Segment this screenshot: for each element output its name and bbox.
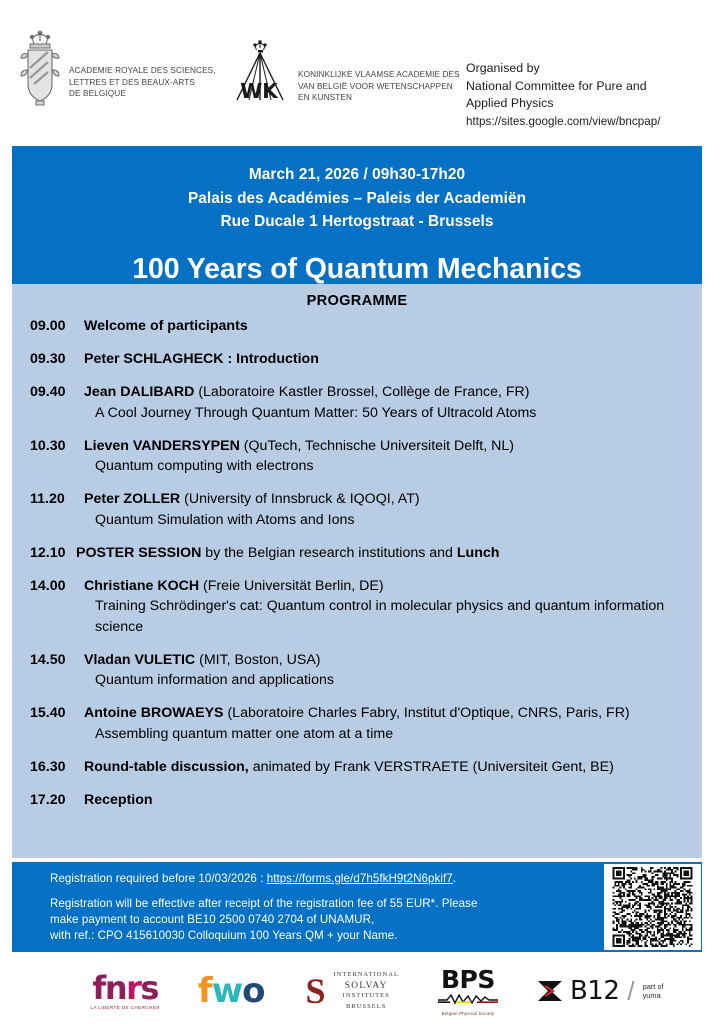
b12-logo: [537, 978, 664, 1004]
slot-speaker-name: Vladan VULETIC: [84, 651, 196, 668]
programme-panel: [12, 284, 702, 858]
slot-talk-title: Quantum information and applications: [95, 672, 334, 688]
bps-wordmark: BPS: [441, 964, 495, 994]
slot-time: 12.10: [30, 544, 66, 561]
slot-time: 10.30: [30, 437, 66, 454]
bps-wave-icon: [437, 992, 499, 1009]
bps-tagline: Belgian Physical Society: [441, 1010, 495, 1016]
programme-slot: [30, 489, 684, 530]
organiser-name-line1: National Committee for Pure and: [466, 78, 647, 93]
slot-time: 17.20: [30, 791, 66, 808]
organiser-block: [466, 60, 661, 130]
slot-affiliation: (Laboratoire Kastler Brossel, Collège de France, FR): [194, 384, 530, 400]
slot-speaker-name: Lieven VANDERSYPEN: [84, 437, 240, 454]
organiser-name-line2: Applied Physics: [466, 96, 554, 111]
slot-talk-title: Quantum Simulation with Atoms and Ions: [95, 511, 355, 528]
slot-speaker-name: Round-table discussion,: [84, 758, 249, 775]
slot-time: 09.00: [30, 318, 66, 334]
b12-wordmark: B12: [569, 976, 620, 1006]
slot-speaker-name: Peter ZOLLER: [84, 491, 181, 507]
slot-speaker-name: Peter SCHLAGHECK : Introduction: [84, 351, 319, 367]
slot-affiliation-emphasis: Lunch: [456, 544, 500, 561]
slot-speaker-name: Christiane KOCH: [84, 577, 200, 594]
kvab-label: KONINKLIJKE VLAAMSE ACADEMIE DES VAN BELGIË VOOR WETENSCHAPPEN EN KUNSTEN: [298, 70, 460, 103]
programme-slot: [30, 436, 684, 477]
slot-body: [84, 650, 684, 691]
slot-time: 14.50: [30, 651, 66, 668]
slot-affiliation: animated by Frank VERSTRAETE (Universiteit Gent, BE): [248, 758, 614, 775]
slot-time: 14.00: [30, 577, 66, 594]
solvay-s-mark: S: [305, 971, 326, 1011]
slot-affiliation: (Laboratoire Charles Fabry, Institut d'Optique, CNRS, Paris, FR): [223, 705, 630, 721]
fnrs-wordmark: fnrs: [92, 969, 158, 1007]
programme-slot: [30, 543, 684, 564]
programme-slot: [30, 382, 684, 423]
kvab-mark-icon: [225, 30, 293, 110]
fwo-wordmark: fwo: [197, 971, 265, 1011]
slot-speaker-name: Jean DALIBARD: [84, 384, 195, 400]
slot-affiliation: (Freie Universität Berlin, DE): [199, 577, 384, 594]
registration-fee-line-2: make payment to account BE10 2500 0740 2704 of UNAMUR,: [50, 913, 375, 926]
solvay-wordmark: INTERNATIONAL SOLVAY INSTITUTES BRUSSELS: [333, 971, 399, 1010]
registration-form-link[interactable]: https://forms.gle/d7h5fkH9t2N6pkif7: [266, 872, 453, 885]
fnrs-logo: [90, 969, 160, 1010]
slot-time: 09.40: [30, 384, 66, 400]
registration-qr-code[interactable]: [604, 864, 701, 950]
solvay-institutes-logo: [303, 970, 399, 1012]
programme-slot: [30, 757, 684, 778]
event-address: Rue Ducale 1 Hertogstraat - Brussels: [220, 213, 494, 230]
b12-part-of-label: part of yuma: [642, 981, 664, 1000]
slot-talk-title: Assembling quantum matter one atom at a time: [95, 725, 394, 742]
event-date-time: March 21, 2026 / 09h30-17h20: [248, 166, 466, 183]
slot-affiliation: (MIT, Boston, USA): [195, 651, 321, 668]
slot-speaker-name: POSTER SESSION: [76, 544, 202, 561]
event-hero-banner: [12, 146, 702, 284]
registration-reference-line: with ref.: CPO 415610030 Colloquium 100 Years QM + your Name.: [50, 929, 398, 942]
slot-speaker-name: Antoine BROWAEYS: [84, 705, 224, 721]
slot-body: [84, 576, 684, 638]
programme-heading: PROGRAMME: [306, 293, 408, 309]
programme-slot: [30, 576, 684, 638]
programme-slot: [30, 790, 684, 811]
programme-slot: [30, 650, 684, 691]
kvab-block: [225, 30, 460, 110]
bps-logo: [437, 964, 499, 1016]
top-logo-bar: [0, 0, 724, 142]
programme-slot-list: [30, 316, 684, 810]
registration-fee-line-1: Registration will be effective after receipt of the registration fee of 55 EUR*. Please: [50, 897, 478, 910]
slot-talk-title: A Cool Journey Through Quantum Matter: 50 Years of Ultracold Atoms: [95, 404, 537, 421]
slot-body: [76, 543, 684, 564]
slot-body: [84, 382, 684, 423]
slot-body: [84, 436, 684, 477]
programme-slot: [30, 349, 684, 370]
slot-affiliation: (QuTech, Technische Universiteit Delft, NL): [239, 437, 514, 454]
slot-body: [84, 703, 684, 744]
organiser-url[interactable]: https://sites.google.com/view/bncpap/: [466, 114, 661, 128]
event-venue: Palais des Académies – Paleis der Academiën: [187, 189, 527, 207]
slot-speaker-name: Welcome of participants: [84, 318, 248, 334]
slot-talk-title: Quantum computing with electrons: [95, 458, 314, 474]
organised-by-label: Organised by: [466, 61, 540, 75]
programme-slot: [30, 703, 684, 744]
programme-slot: [30, 316, 684, 337]
slot-affiliation: by the Belgian research institutions and: [201, 544, 457, 561]
slot-body: [84, 349, 684, 370]
b12-divider: /: [627, 976, 635, 1006]
slot-speaker-name: Reception: [84, 791, 153, 808]
fwo-logo: [197, 971, 265, 1011]
slot-body: [84, 757, 684, 778]
slot-time: 16.30: [30, 758, 66, 775]
slot-body: [84, 790, 684, 811]
slot-talk-title: Training Schrödinger's cat: Quantum control in molecular physics and quantum information science: [95, 598, 665, 635]
slot-body: [84, 316, 684, 337]
b12-sigma-icon: [537, 979, 563, 1003]
registration-box: [12, 862, 702, 952]
academie-royale-label: ACADEMIE ROYALE DES SCIENCES, LETTRES ET DES BEAUX-ARTS DE BELGIQUE: [69, 66, 216, 99]
registration-deadline-period: .: [452, 872, 457, 885]
svg-text:WK: WK: [240, 79, 278, 103]
registration-deadline-text: Registration required before 10/03/2026 :: [50, 872, 267, 885]
sponsor-logo-bar: [0, 958, 724, 1024]
fnrs-tagline: LA LIBERTÉ DE CHERCHER: [90, 1005, 160, 1010]
event-title: 100 Years of Quantum Mechanics: [132, 252, 582, 285]
academie-royale-block: [16, 28, 216, 106]
slot-affiliation: (University of Innsbruck & IQOQI, AT): [180, 491, 420, 507]
slot-time: 15.40: [30, 705, 66, 721]
slot-time: 09.30: [30, 351, 66, 367]
slot-body: [84, 489, 684, 530]
academie-royale-crest-icon: [16, 28, 64, 106]
slot-time: 11.20: [30, 491, 65, 507]
